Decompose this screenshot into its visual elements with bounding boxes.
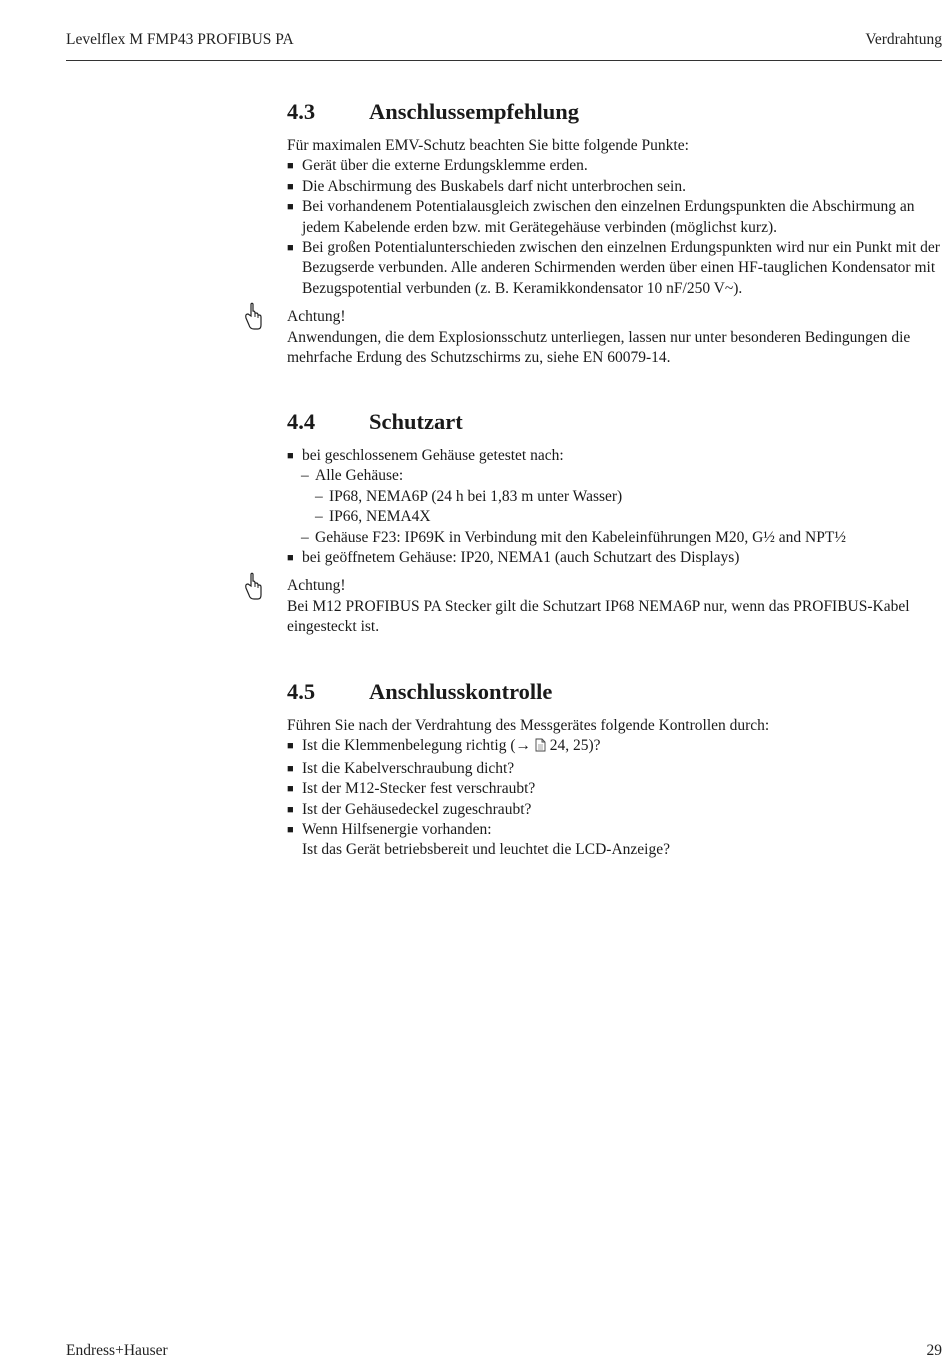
header-chapter: Verdrahtung bbox=[865, 31, 942, 48]
list-item: ■ bei geöffnetem Gehäuse: IP20, NEMA1 (auch Schutzart des Displays) bbox=[287, 548, 942, 568]
section-title: Anschlussempfehlung bbox=[369, 99, 580, 124]
section-4-4 bbox=[287, 406, 942, 638]
note-text: Bei M12 PROFIBUS PA Stecker gilt die Schutzart IP68 NEMA6P nur, wenn das PROFIBUS-Kabel eingesteckt ist. bbox=[287, 597, 910, 636]
note-text: Anwendungen, die dem Explosionsschutz unterliegen, lassen nur unter besonderen Bedingungen die mehrfache Erdung des Schutzschirms zu, siehe EN 60079-14. bbox=[287, 328, 911, 367]
section-body bbox=[287, 446, 942, 638]
intro-text: Für maximalen EMV-Schutz beachten Sie bitte folgende Punkte: bbox=[287, 137, 689, 154]
pointing-hand-icon bbox=[242, 572, 264, 602]
section-number: 4.4 bbox=[287, 409, 316, 434]
sub-list-item: – IP68, NEMA6P (24 h bei 1,83 m unter Wasser) bbox=[287, 487, 942, 507]
list-item: ■ Bei vorhandenem Potentialausgleich zwischen den einzelnen Erdungspunkten die Abschirmung an jedem Kabelende erden bzw. mit Gerätegehäuse verbinden (möglichst kurz). bbox=[287, 197, 942, 238]
sub-list-item: – IP66, NEMA4X bbox=[287, 507, 942, 527]
list-item: ■ Bei großen Potentialunterschieden zwischen den einzelnen Erdungspunkten wird nur ein Punkt mit der Bezugserde verbunden. Alle anderen Schirmenden werden über einen HF-tauglichen Kondensator mit Bezugspotential verbunden (z. B. Keramikkondensator 10 nF/250 V~). bbox=[287, 238, 942, 299]
page-icon bbox=[535, 738, 546, 758]
section-body bbox=[287, 716, 942, 861]
sub-list-item: – Alle Gehäuse: bbox=[287, 466, 942, 486]
section-heading bbox=[287, 406, 942, 438]
section-number: 4.5 bbox=[287, 679, 316, 704]
dash-icon: – bbox=[301, 467, 309, 485]
note-title: Achtung! bbox=[287, 577, 346, 595]
list-item: ■ Die Abschirmung des Buskabels darf nicht unterbrochen sein. bbox=[287, 177, 942, 197]
header-divider bbox=[66, 60, 942, 61]
section-number: 4.3 bbox=[287, 99, 316, 124]
section-body bbox=[287, 136, 942, 368]
dash-icon: – bbox=[301, 528, 309, 546]
bullet-icon: ■ bbox=[287, 552, 294, 565]
bullet-icon: ■ bbox=[287, 783, 294, 796]
list-item: ■ Ist die Klemmenbelegung richtig (→ 24, 25)? bbox=[287, 736, 942, 758]
footer-company: Endress+Hauser bbox=[66, 1342, 168, 1359]
page-header bbox=[66, 31, 942, 53]
bullet-icon: ■ bbox=[287, 180, 294, 193]
note-title: Achtung! bbox=[287, 308, 346, 326]
list-item: ■ Ist die Kabelverschraubung dicht? bbox=[287, 759, 942, 779]
section-heading bbox=[287, 676, 942, 708]
list-item: ■ Gerät über die externe Erdungsklemme erden. bbox=[287, 156, 942, 176]
page-number: 29 bbox=[926, 1342, 942, 1359]
bullet-icon: ■ bbox=[287, 824, 294, 837]
intro-text: Führen Sie nach der Verdrahtung des Messgerätes folgende Kontrollen durch: bbox=[287, 717, 770, 734]
bullet-icon: ■ bbox=[287, 803, 294, 816]
section-title: Anschlusskontrolle bbox=[369, 679, 553, 704]
bullet-icon: ■ bbox=[287, 242, 294, 255]
bullet-icon: ■ bbox=[287, 201, 294, 214]
section-heading bbox=[287, 96, 942, 128]
sub-list-item: – Gehäuse F23: IP69K in Verbindung mit den Kabeleinführungen M20, G½ and NPT½ bbox=[287, 528, 942, 548]
pointing-hand-icon bbox=[242, 302, 264, 332]
bullet-icon: ■ bbox=[287, 450, 294, 462]
list-item: ■ Ist der M12-Stecker fest verschraubt? bbox=[287, 779, 942, 799]
section-title: Schutzart bbox=[369, 409, 463, 434]
bullet-icon: ■ bbox=[287, 160, 294, 173]
header-product: Levelflex M FMP43 PROFIBUS PA bbox=[66, 31, 294, 48]
dash-icon: – bbox=[315, 487, 323, 505]
bullet-icon: ■ bbox=[287, 740, 294, 753]
bullet-icon: ■ bbox=[287, 762, 294, 775]
dash-icon: – bbox=[315, 508, 323, 526]
list-item: ■ Ist der Gehäusedeckel zugeschraubt? bbox=[287, 800, 942, 820]
list-item: ■ Wenn Hilfsenergie vorhanden: Ist das Gerät betriebsbereit und leuchtet die LCD-Anzeige? bbox=[287, 820, 942, 861]
list-item: ■ bei geschlossenem Gehäuse getestet nach: bbox=[287, 446, 942, 466]
section-4-5 bbox=[287, 676, 942, 861]
section-4-3 bbox=[287, 96, 942, 368]
